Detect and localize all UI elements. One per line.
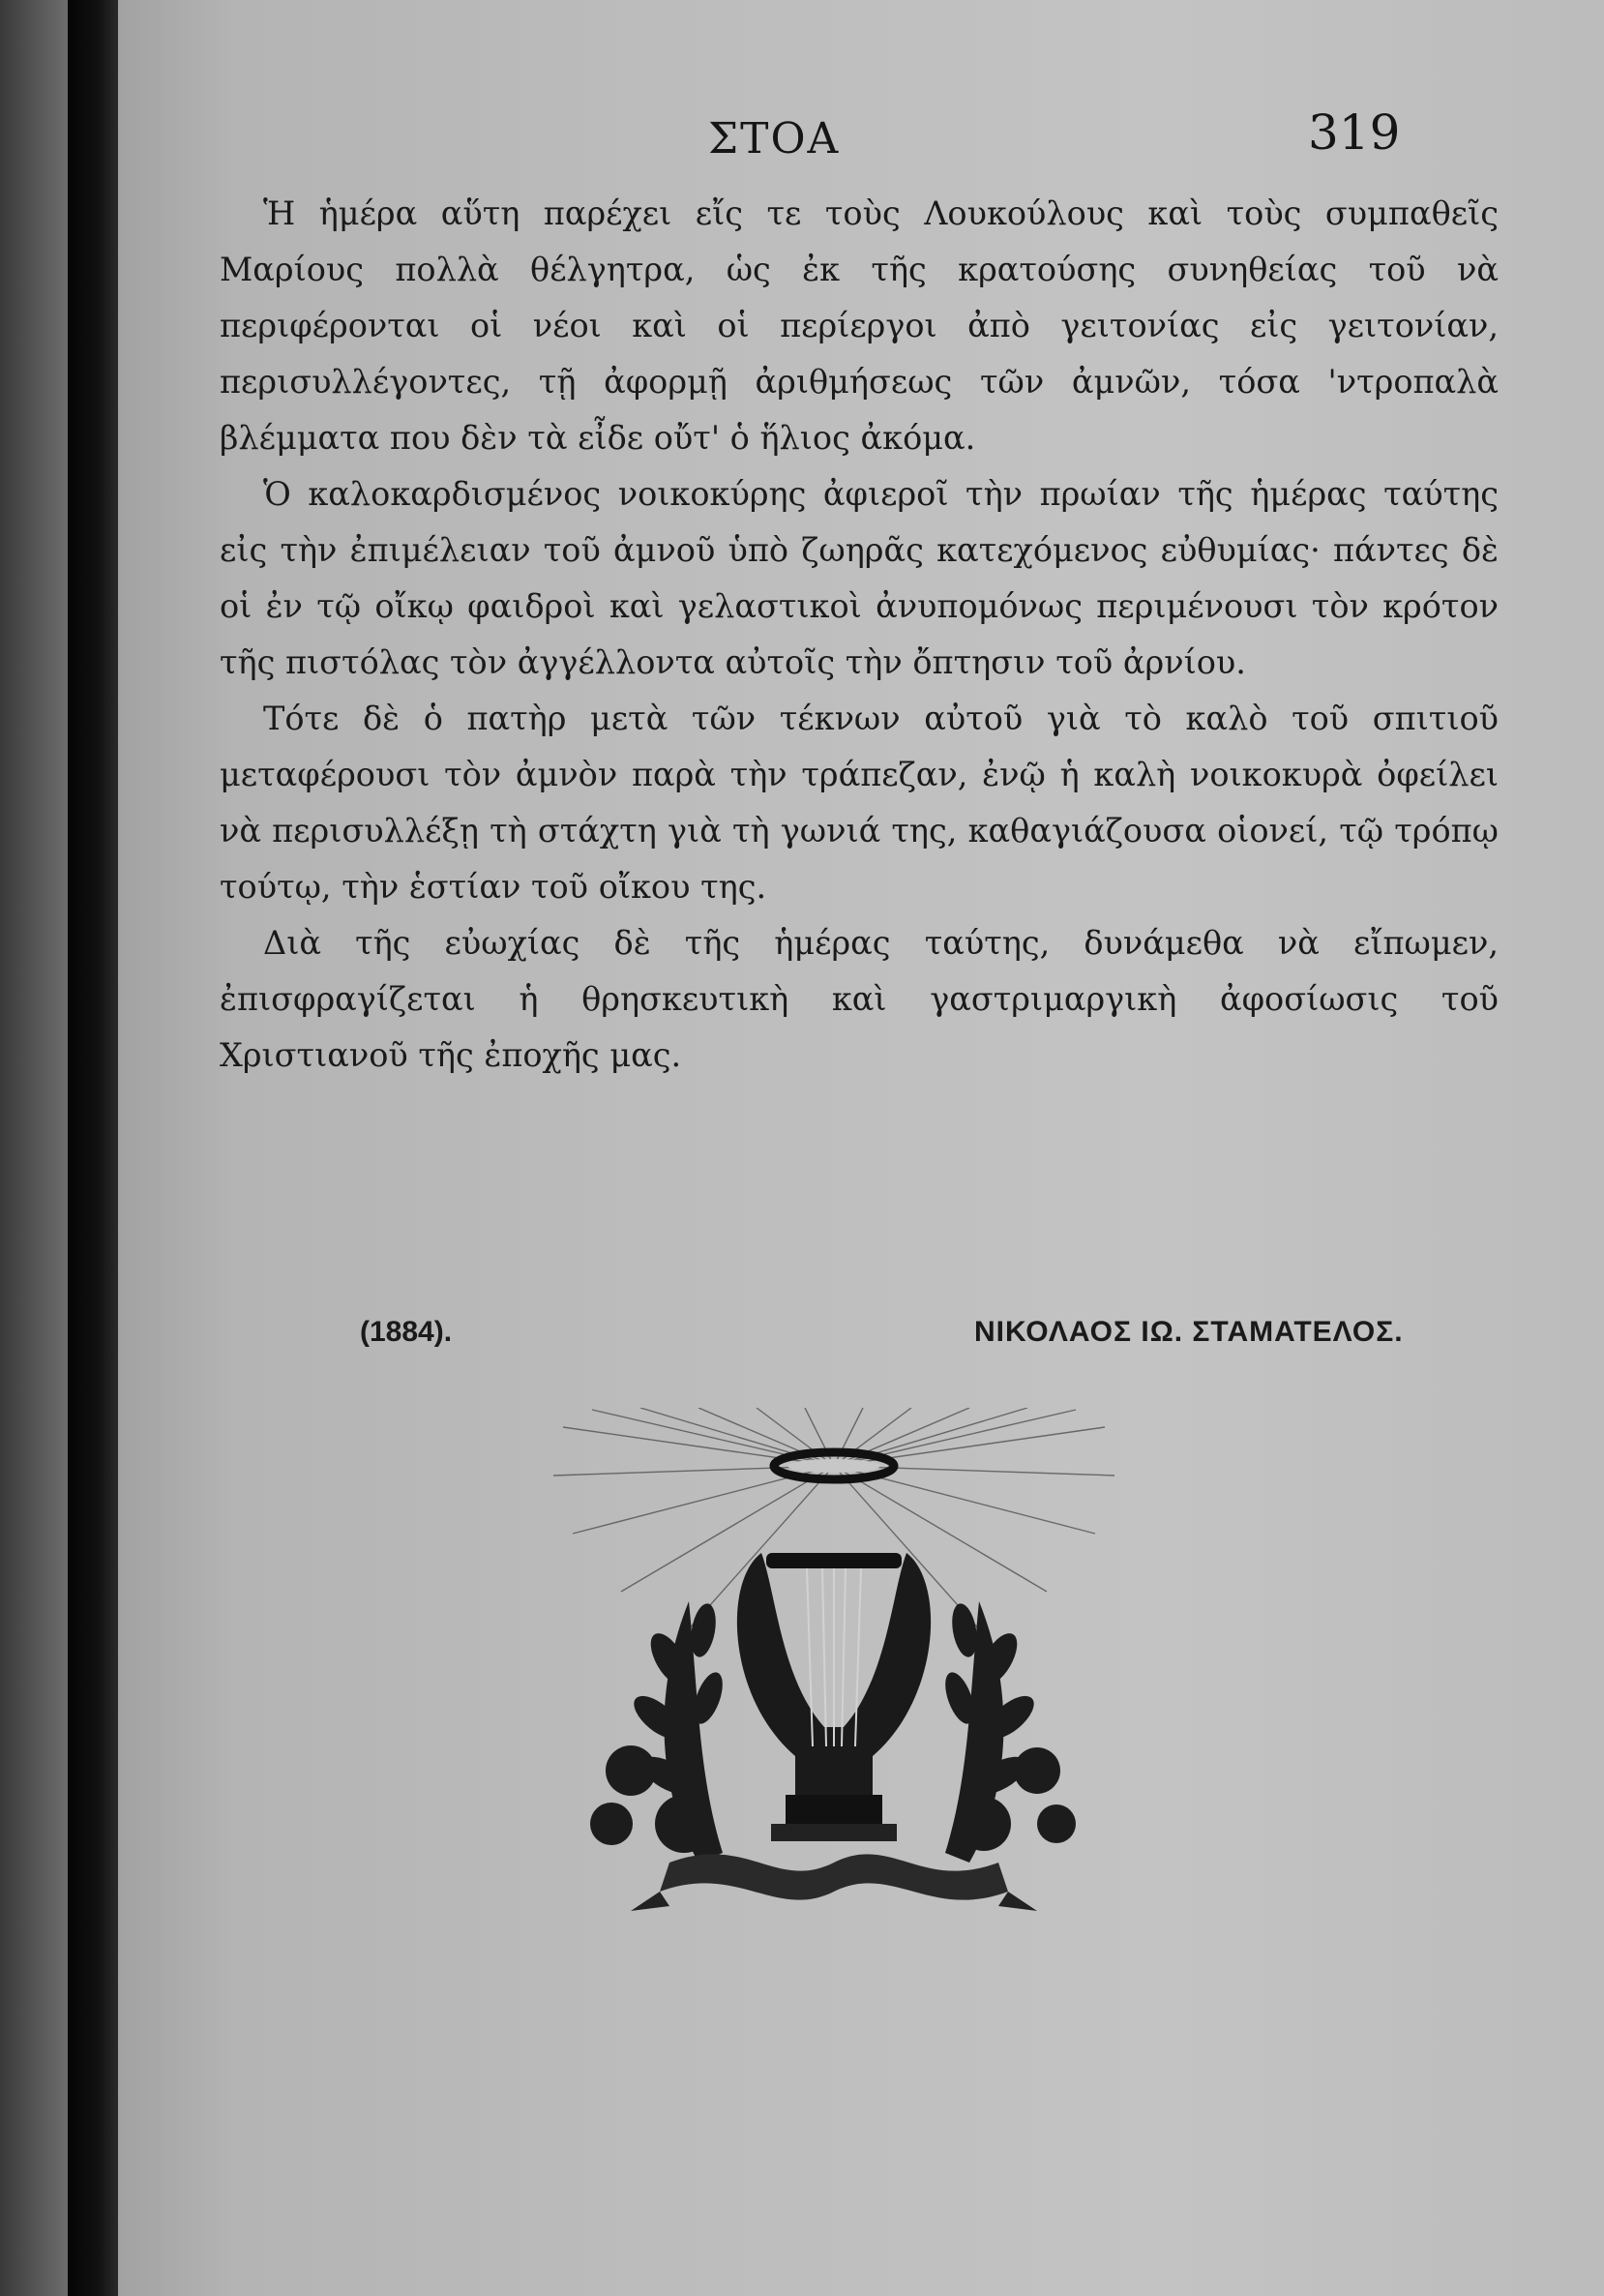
lyre-with-halo-and-wreath-icon (553, 1408, 1114, 1930)
paragraph: Τότε δὲ ὁ πατὴρ μετὰ τῶν τέκνων αὐτοῦ γιὰ τὸ καλὸ τοῦ σπιτιοῦ μεταφέρουσι τὸν ἀμνὸν παρὰ τὴν τράπεζαν, ἐνῷ ἡ καλὴ νοικοκυρὰ ὀφείλει νὰ περισυλλέξῃ τὴ στάχτη γιὰ τὴ γωνιά της, καθαγιάζουσα οἱονεί, τῷ τρόπῳ τούτῳ, τὴν ἑστίαν τοῦ οἴκου της. (220, 700, 1499, 906)
page-number: 319 (1308, 104, 1401, 161)
article-body (220, 186, 1499, 1084)
paragraph: Ἡ ἡμέρα αὕτη παρέχει εἴς τε τοὺς Λουκούλους καὶ τοὺς συμπαθεῖς Μαρίους πολλὰ θέλγητρα, ὡς ἐκ τῆς κρατούσης συνηθείας τοῦ νὰ περιφέρονται οἱ νέοι καὶ οἱ περίεργοι ἀπὸ γειτονίας εἰς γειτονίαν, περισυλλέγοντες, τῇ ἀφορμῇ ἀριθμήσεως τῶν ἀμνῶν, τόσα 'ντροπαλὰ βλέμματα που δὲν τὰ εἶδε οὔτ' ὁ ἥλιος ἀκόμα. (220, 194, 1499, 457)
book-page (118, 0, 1604, 2296)
signature-year: (1884). (360, 1316, 453, 1348)
signature-author: ΝΙΚΟΛΑΟΣ ΙΩ. ΣΤΑΜΑΤΕΛΟΣ. (974, 1316, 1404, 1348)
paragraph: Διὰ τῆς εὐωχίας δὲ τῆς ἡμέρας ταύτης, δυνάμεθα νὰ εἴπωμεν, ἐπισφραγίζεται ἡ θρησκευτικὴ καὶ γαστριμαργικὴ ἀφοσίωσις τοῦ Χριστιανοῦ τῆς ἐποχῆς μας. (220, 924, 1499, 1074)
signature-line (220, 1316, 1499, 1364)
book-spine (68, 0, 118, 2296)
running-header: ΣΤΟΑ (708, 114, 841, 164)
paragraph: Ὁ καλοκαρδισμένος νοικοκύρης ἀφιεροῖ τὴν πρωίαν τῆς ἡμέρας ταύτης εἰς τὴν ἐπιμέλειαν τοῦ ἀμνοῦ ὑπὸ ζωηρᾶς κατεχόμενος εὐθυμίας· πάντες δὲ οἱ ἐν τῷ οἴκῳ φαιδροὶ καὶ γελαστικοὶ ἀνυπομόνως περιμένουσι τὸν κρότον τῆς πιστόλας τὸν ἀγγέλλοντα αὐτοῖς τὴν ὄπτησιν τοῦ ἀρνίου. (220, 475, 1499, 681)
book-edge-shadow (0, 0, 68, 2296)
